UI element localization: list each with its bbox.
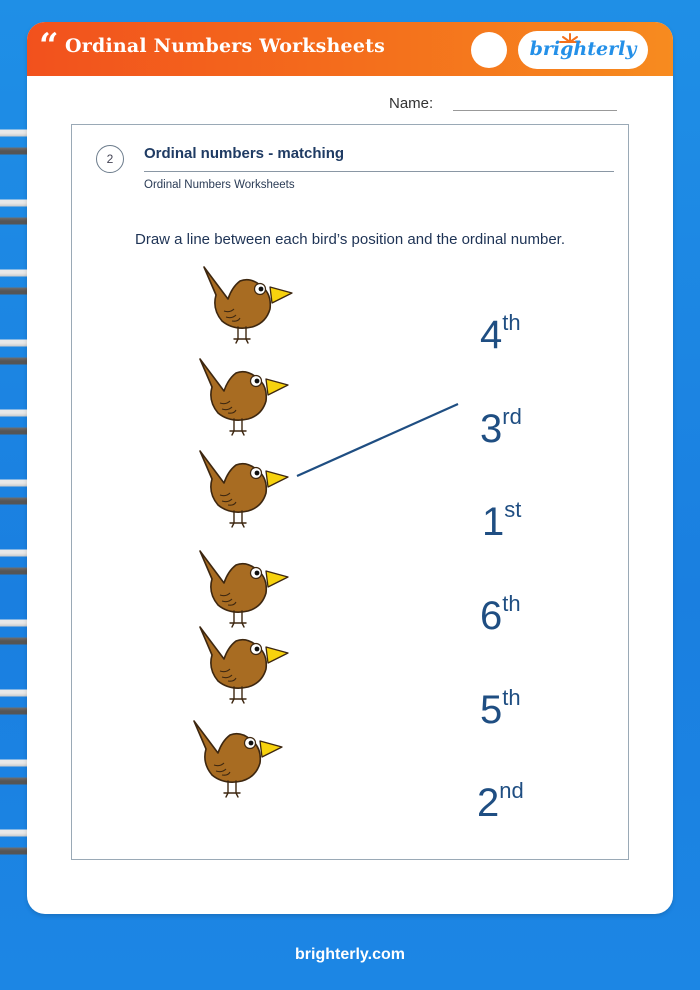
match-line-layer [72, 125, 628, 859]
ordinal-suffix: th [502, 685, 521, 710]
ordinal-suffix: th [502, 591, 521, 616]
logo-text: brighterly [529, 38, 637, 60]
footer-url[interactable]: brighterly.com [295, 946, 405, 963]
ordinal-suffix: st [504, 497, 522, 522]
worksheet-title: Ordinal numbers - matching [144, 145, 345, 162]
worksheet-number: 2 [96, 145, 124, 173]
ordinal-5th[interactable] [480, 678, 521, 730]
ordinal-number: 6 [480, 594, 503, 638]
worksheet-card [27, 22, 673, 914]
ordinal-2nd[interactable] [477, 771, 524, 823]
header-bar [27, 22, 673, 76]
ordinal-suffix: th [502, 310, 521, 335]
quote-icon: “ [39, 26, 59, 66]
ordinal-4th[interactable] [480, 303, 521, 355]
ordinal-number: 1 [482, 500, 505, 544]
ordinal-suffix: nd [499, 778, 524, 803]
ordinal-1st[interactable] [482, 490, 521, 542]
ordinal-suffix: rd [502, 404, 522, 429]
name-label: Name: [389, 95, 434, 112]
ordinal-3rd[interactable] [480, 397, 522, 449]
header-circle [471, 32, 507, 68]
ordinal-number: 3 [480, 407, 503, 451]
match-line [297, 404, 458, 476]
ordinal-number: 2 [477, 781, 500, 825]
name-input-line[interactable] [453, 110, 617, 111]
instruction-text: Draw a line between each bird’s position and the ordinal number. [135, 231, 565, 248]
ordinal-number: 5 [480, 688, 503, 732]
worksheet-frame [71, 124, 629, 860]
ordinal-number: 4 [480, 313, 503, 357]
page-title: Ordinal Numbers Worksheets [65, 35, 385, 57]
worksheet-subtitle: Ordinal Numbers Worksheets [144, 179, 295, 191]
brighterly-logo[interactable] [518, 31, 648, 69]
ordinal-6th[interactable] [480, 584, 521, 636]
